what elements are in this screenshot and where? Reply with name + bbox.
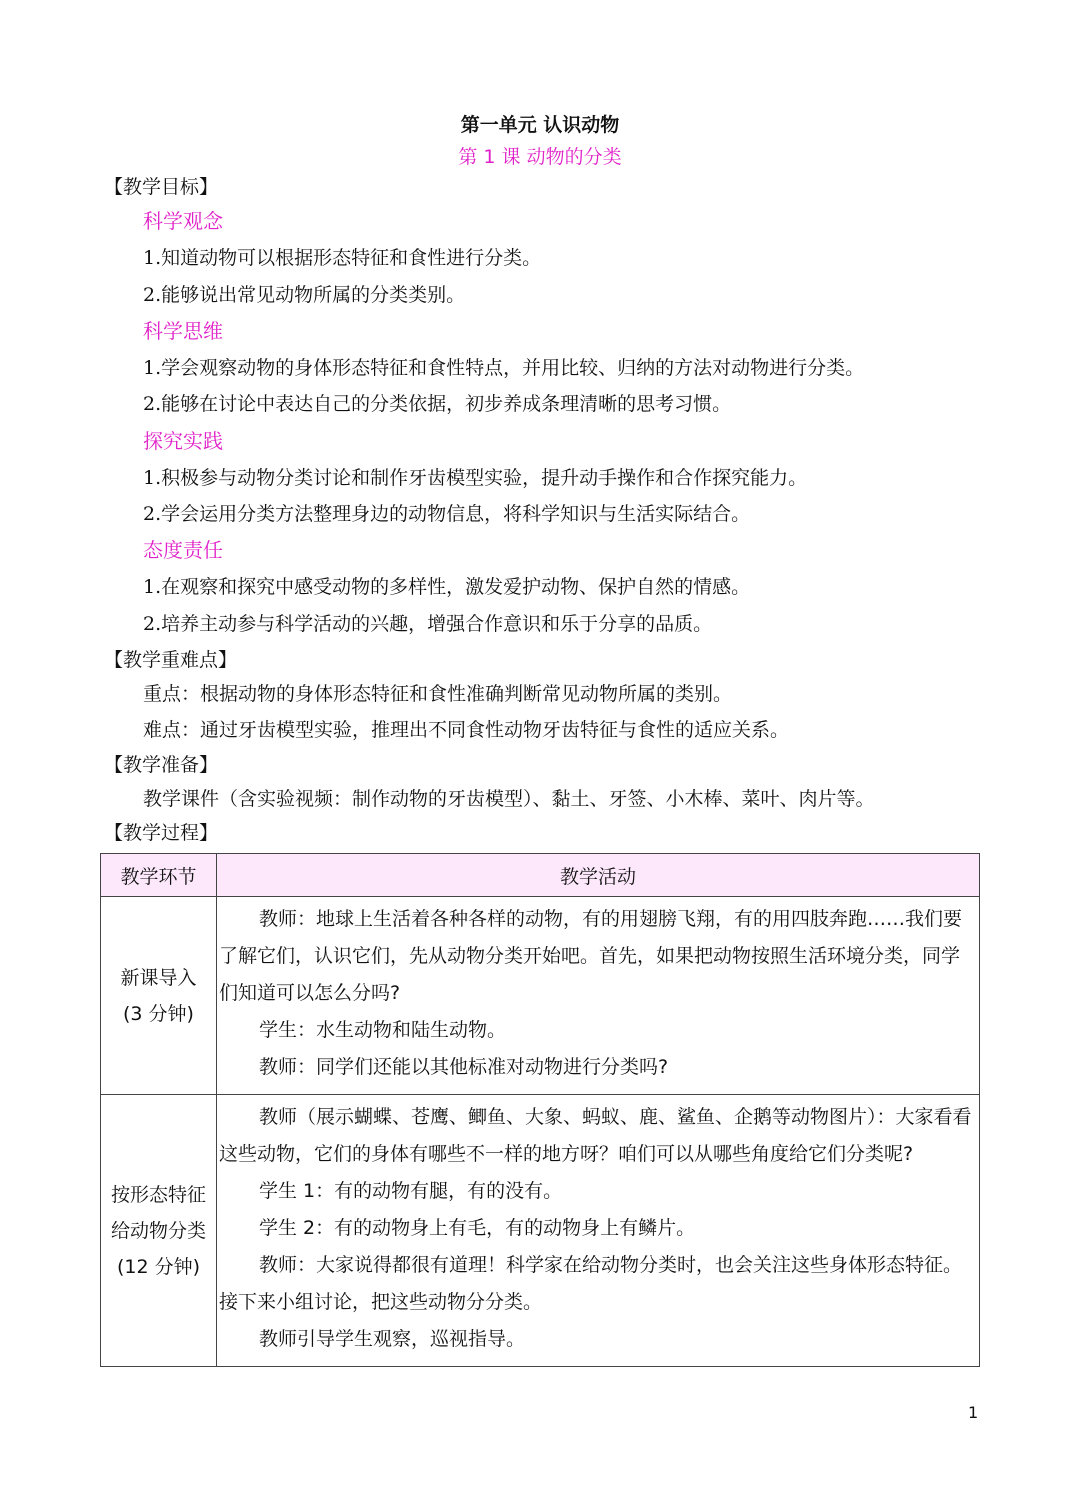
stage-name-line: 按形态特征 [110,1183,206,1206]
table-header-row [101,854,980,897]
key-point: 重点：根据动物的身体形态特征和食性准确判断常见动物所属的类别。 [143,683,733,705]
activity-paragraph: 教师：大家说得都很有道理！科学家在给动物分类时，也会关注这些身体形态特征。接下来小组讨论，把这些动物分分类。 [219,1254,963,1313]
goal-item [143,500,750,528]
activity-paragraph: 学生：水生动物和陆生动物。 [259,1019,507,1041]
activity-paragraph: 教师引导学生观察，巡视指导。 [259,1328,526,1350]
goal-category-title: 科学思维 [143,319,223,343]
goal-item [143,354,864,382]
goal-item-text: 在观察和探究中感受动物的多样性，激发爱护动物、保护自然的情感。 [161,576,751,598]
activity-cell [217,897,980,1095]
goal-item [143,573,750,601]
goal-item-text: 知道动物可以根据形态特征和食性进行分类。 [161,247,542,269]
goal-item-number: 2. [143,393,162,415]
table-row [101,897,980,1095]
goal-item-number: 1. [143,576,162,598]
difficult-point: 难点：通过牙齿模型实验，推理出不同食性动物牙齿特征与食性的适应关系。 [143,719,790,741]
key-points-heading: 【教学重难点】 [104,649,238,671]
activity-paragraph: 教师（展示蝴蝶、苍鹰、鲫鱼、大象、蚂蚁、鹿、鲨鱼、企鹅等动物图片）：大家看看这些动物，它们的身体有哪些不一样的地方呀？咱们可以从哪些角度给它们分类呢? [219,1106,972,1165]
activity-paragraph: 学生 1：有的动物有腿，有的没有。 [259,1180,563,1202]
stage-time: (3 分钟) [123,1002,194,1025]
goals-heading: 【教学目标】 [104,176,219,198]
stage-name-line: 给动物分类 [110,1219,206,1242]
process-heading: 【教学过程】 [104,822,219,844]
activity-paragraph: 教师：地球上生活着各种各样的动物，有的用翅膀飞翔，有的用四肢奔跑……我们要了解它们，认识它们，先从动物分类开始吧。首先，如果把动物按照生活环境分类，同学们知道可以怎么分吗? [219,908,963,1004]
stage-cell [101,1095,217,1367]
goal-item-number: 1. [143,467,162,489]
goal-item-number: 2. [143,613,162,635]
process-table [100,853,980,1367]
goal-category-title: 态度责任 [143,538,223,562]
preparation-text: 教学课件（含实验视频：制作动物的牙齿模型）、黏土、牙签、小木棒、菜叶、肉片等。 [143,788,875,810]
goal-item-number: 2. [143,284,162,306]
goal-category-title: 科学观念 [143,209,223,233]
goal-item-number: 1. [143,247,162,269]
goal-item-text: 能够在讨论中表达自己的分类依据，初步养成条理清晰的思考习惯。 [161,393,732,415]
stage-time: (12 分钟) [116,1255,201,1278]
goal-item [143,281,465,309]
stage-name: 新课导入 [120,966,197,989]
goal-item-number: 1. [143,357,162,379]
goal-item-text: 学会运用分类方法整理身边的动物信息，将科学知识与生活实际结合。 [161,503,751,525]
goal-item-text: 积极参与动物分类讨论和制作牙齿模型实验，提升动手操作和合作探究能力。 [161,467,808,489]
goal-item [143,390,731,418]
activity-paragraph: 学生 2：有的动物身上有毛，有的动物身上有鳞片。 [259,1217,696,1239]
page-number: 1 [968,1403,979,1422]
goal-item-text: 能够说出常见动物所属的分类类别。 [161,284,466,306]
goal-item-text: 学会观察动物的身体形态特征和食性特点，并用比较、归纳的方法对动物进行分类。 [161,357,865,379]
activity-cell [217,1095,980,1367]
goal-category-title: 探究实践 [143,429,223,453]
goal-item [143,244,541,272]
goal-item-number: 2. [143,503,162,525]
goal-item-text: 培养主动参与科学活动的兴趣，增强合作意识和乐于分享的品质。 [161,613,713,635]
unit-title: 第一单元 认识动物 [460,114,620,136]
goal-item [143,464,807,492]
header-activity: 教学活动 [217,854,980,897]
header-stage: 教学环节 [101,854,217,897]
table-row [101,1095,980,1367]
stage-cell [101,897,217,1095]
goal-item [143,610,712,638]
activity-paragraph: 教师：同学们还能以其他标准对动物进行分类吗? [259,1056,669,1078]
preparation-heading: 【教学准备】 [104,754,219,776]
lesson-title: 第 1 课 动物的分类 [458,146,622,168]
